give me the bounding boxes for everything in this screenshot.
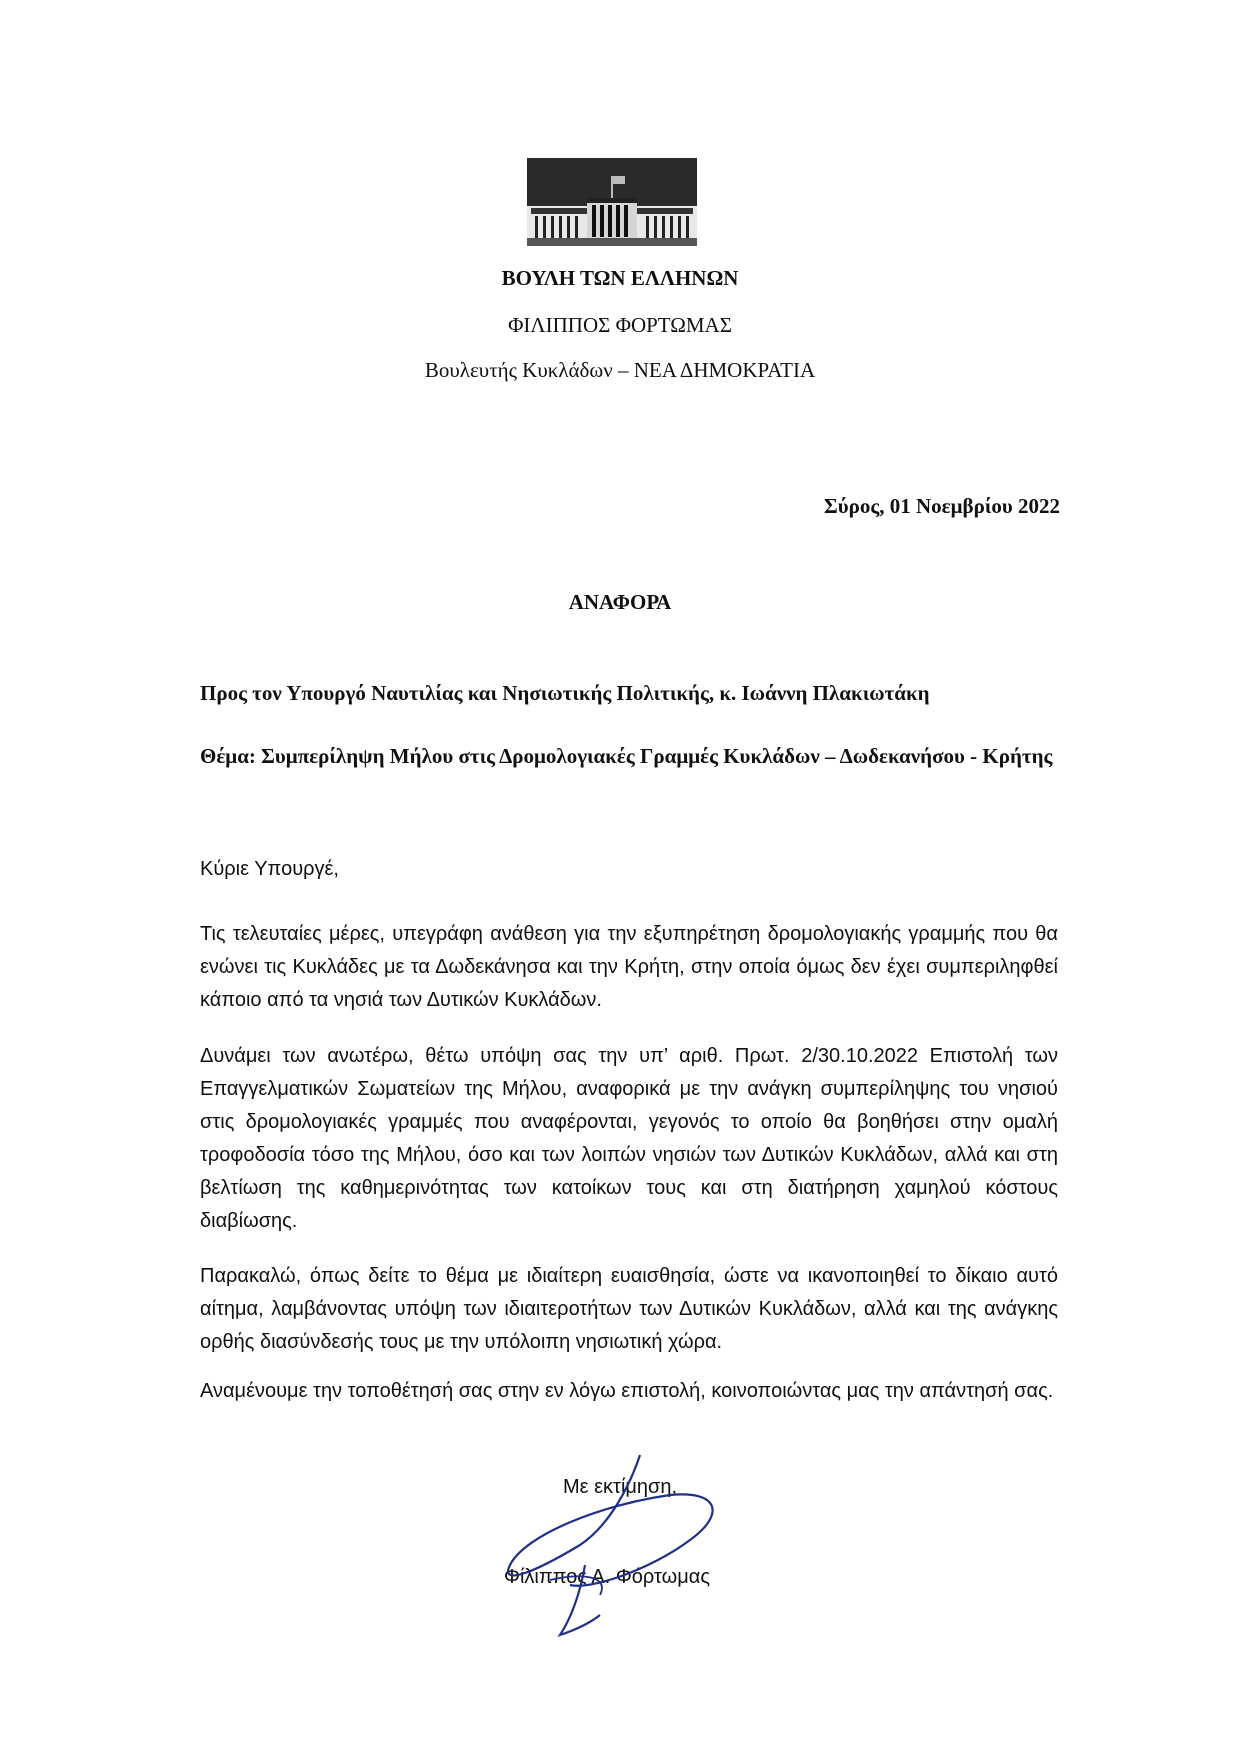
body-paragraph-3: Παρακαλώ, όπως δείτε το θέμα με ιδιαίτερη ευαισθησία, ώστε να ικανοποιηθεί το δίκαιο αυτό αίτημα, λαμβάνοντας υπόψη των ιδιαιτεροτήτων των Δυτικών Κυκλάδων, αλλά και της ανάγκης ορθής διασύνδεσής τους με την υπόλοιπη νησιωτική χώρα.	[200, 1265, 1058, 1353]
handwritten-signature	[490, 1445, 730, 1645]
document-type: ΑΝΑΦΟΡΑ	[568, 590, 672, 614]
parliament-building-icon	[527, 158, 697, 246]
body-paragraph-1: Τις τελευταίες μέρες, υπεγράφη ανάθεση για την εξυπηρέτηση δρομολογιακής γραμμής που θα ενώνει τις Κυκλάδες με τα Δωδεκάνησα και την Κρήτη, στην οποία όμως δεν έχει συμπεριληφθεί κάποιο από τα νησιά των Δυτικών Κυκλάδων.	[200, 923, 1058, 1011]
body-paragraph-2: Δυνάμει των ανωτέρω, θέτω υπόψη σας την υπ’ αριθ. Πρωτ. 2/30.10.2022 Επιστολή των Επαγγελματικών Σωματείων της Μήλου, αναφορικά με την ανάγκη συμπερίληψης του νησιού στις δρομολογιακές γραμμές που αναφέρονται, γεγονός το οποίο θα βοηθήσει στην ομαλή τροφοδοσία τόσο της Μήλου, όσο και των λοιπών νησιών των Δυτικών Κυκλάδων, αλλά και στη βελτίωση της καθημερινότητας των κατοίκων τους και στη διατήρηση χαμηλού κόστους διαβίωσης.	[200, 1045, 1058, 1232]
mp-name: ΦΙΛΙΠΠΟΣ ΦΟΡΤΩΜΑΣ	[508, 313, 732, 337]
body-paragraph-4: Αναμένουμε την τοποθέτησή σας στην εν λόγω επιστολή, κοινοποιώντας μας την απάντησή σας.	[200, 1380, 1054, 1402]
subject-line: Θέμα: Συμπερίληψη Μήλου στις Δρομολογιακές Γραμμές Κυκλάδων – Δωδεκανήσου - Κρήτης	[200, 744, 1053, 768]
recipient-line: Προς τον Υπουργό Ναυτιλίας και Νησιωτικής Πολιτικής, κ. Ιωάννη Πλακιωτάκη	[200, 681, 930, 705]
closing-line: Με εκτίμηση,	[563, 1476, 678, 1498]
mp-role: Βουλευτής Κυκλάδων – ΝΕΑ ΔΗΜΟΚΡΑΤΙΑ	[424, 358, 816, 382]
letter-date: Σύρος, 01 Νοεμβρίου 2022	[824, 494, 1060, 518]
institution-title: ΒΟΥΛΗ ΤΩΝ ΕΛΛΗΝΩΝ	[501, 266, 739, 290]
salutation: Κύριε Υπουργέ,	[200, 858, 339, 880]
signer-name: Φίλιππος Α. Φόρτωμας	[504, 1566, 710, 1588]
